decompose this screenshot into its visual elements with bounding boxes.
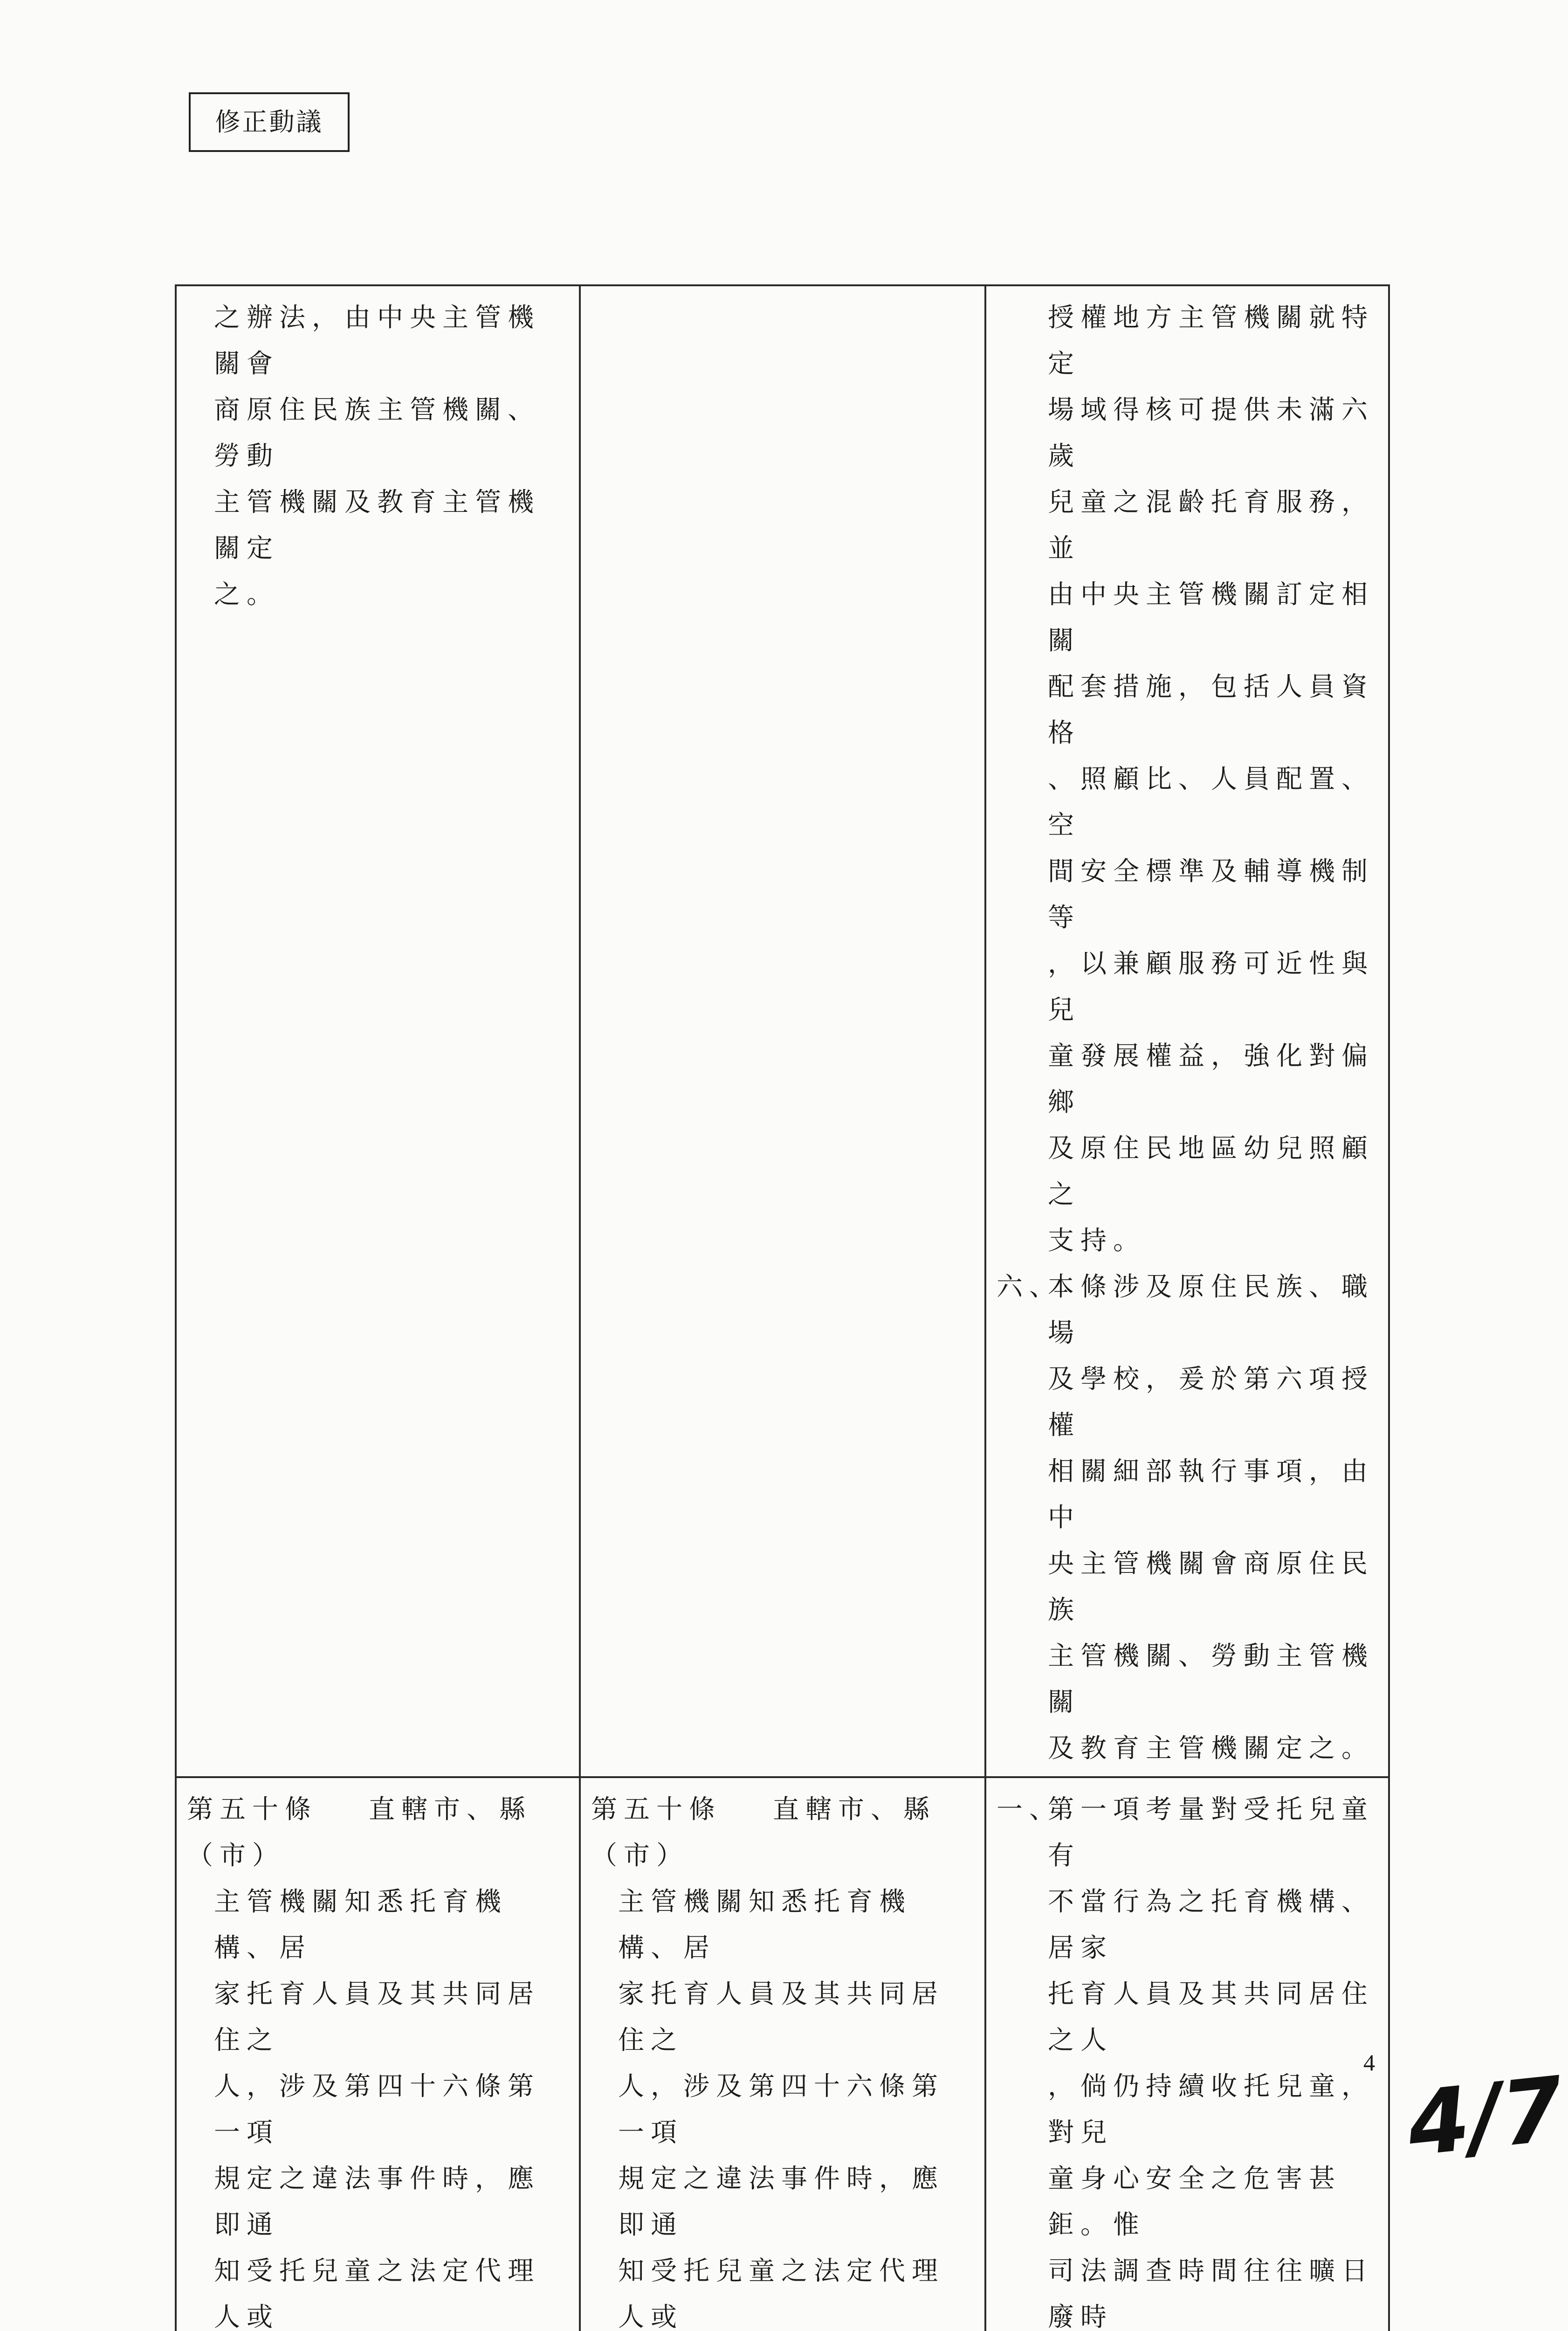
text-line: 及教育主管機關定之。 (1048, 1733, 1374, 1764)
text-line: 童發展權益，強化對偏鄉 (1048, 1041, 1374, 1117)
item-first-line: 第一項考量對受托兒童有 (1048, 1794, 1374, 1871)
text-line: 主管機關知悉托育機構、居 (618, 1887, 912, 1963)
text-line: 支持。 (1048, 1226, 1146, 1256)
text-line: 場域得核可提供未滿六歲 (1048, 395, 1374, 471)
text-line: 家托育人員及其共同居住之 (214, 1979, 540, 2055)
text-line: 及原住民地區幼兒照顧之 (1048, 1133, 1374, 1210)
row1-col3-item-6 (997, 1264, 1378, 1772)
article-number: 第五十條 (591, 1794, 722, 1825)
row2-col2 (580, 1777, 985, 2331)
row2-col3 (985, 1777, 1389, 2331)
table-row (176, 285, 1389, 1777)
text-line: 配套措施，包括人員資格 (1048, 672, 1374, 748)
text-line: 之辦法，由中央主管機關會 (214, 303, 540, 379)
explanation-item-1-text (997, 1879, 1378, 2331)
comparison-table (175, 284, 1390, 2331)
text-line: 間安全標準及輔導機制等 (1048, 856, 1374, 933)
text-line: 規定之違法事件時，應即通 (214, 2164, 540, 2240)
row1-col2 (580, 285, 985, 1777)
item-number: 六、 (997, 1272, 1062, 1302)
text-line: 不當行為之托育機構、居家 (1048, 1887, 1374, 1963)
row1-col3-intro (997, 295, 1378, 1264)
text-line: 主管機關、勞動主管機關 (1048, 1641, 1374, 1717)
text-line: 央主管機關會商原住民族 (1048, 1549, 1374, 1625)
text-line: ，倘仍持續收托兒童，對兒 (1048, 2071, 1374, 2148)
text-line: 主管機關知悉托育機構、居 (214, 1887, 508, 1963)
explanation-item-1 (997, 1786, 1378, 1879)
article-para1 (187, 1879, 569, 2331)
handwritten-page-mark: 4/7 (1403, 2057, 1568, 2176)
text-line: 童身心安全之危害甚鉅。惟 (1048, 2164, 1341, 2240)
article-heading-rest: 直轄市、縣（市） (591, 1794, 936, 1871)
motion-label: 修正動議 (189, 92, 350, 152)
page-number: 4 (1363, 2049, 1375, 2076)
text-line: 、照顧比、人員配置、空 (1048, 764, 1374, 841)
text-line: 人，涉及第四十六條第一項 (214, 2071, 540, 2148)
row1-col1-text (187, 295, 569, 618)
text-line: 相關細部執行事項，由中 (1048, 1456, 1374, 1533)
article-heading-rest: 直轄市、縣（市） (187, 1794, 532, 1871)
text-line: ，以兼顧服務可近性與兒 (1048, 949, 1374, 1025)
item-number: 一、 (997, 1794, 1062, 1825)
text-line: 司法調查時間往往曠日廢時 (1048, 2256, 1374, 2331)
article-heading (187, 1786, 569, 1879)
article-para1 (591, 1879, 974, 2331)
text-line: 主管機關及教育主管機關定 (214, 487, 540, 564)
article-heading (591, 1786, 974, 1879)
text-line: 及學校，爰於第六項授權 (1048, 1364, 1374, 1441)
row2-col1 (176, 1777, 580, 2331)
text-line: 知受托兒童之法定代理人或 (214, 2256, 540, 2331)
text-line: 商原住民族主管機關、勞動 (214, 395, 540, 471)
row1-col1 (176, 285, 580, 1777)
table-row (176, 1777, 1389, 2331)
text-line: 由中央主管機關訂定相關 (1048, 579, 1374, 656)
text-line: 之。 (214, 579, 279, 610)
item-text (1048, 1264, 1378, 1772)
text-line: 人，涉及第四十六條第一項 (618, 2071, 944, 2148)
text-line: 知受托兒童之法定代理人或 (618, 2256, 944, 2331)
text-line: 家托育人員及其共同居住之 (618, 1979, 944, 2055)
article-number: 第五十條 (187, 1794, 317, 1825)
text-line: 授權地方主管機關就特定 (1048, 303, 1374, 379)
text-line: 托育人員及其共同居住之人 (1048, 1979, 1374, 2055)
text-line: 兒童之混齡托育服務，並 (1048, 487, 1374, 564)
row1-col3 (985, 285, 1389, 1777)
text-line: 規定之違法事件時，應即通 (618, 2164, 944, 2240)
text-line: 本條涉及原住民族、職場 (1048, 1272, 1374, 1348)
